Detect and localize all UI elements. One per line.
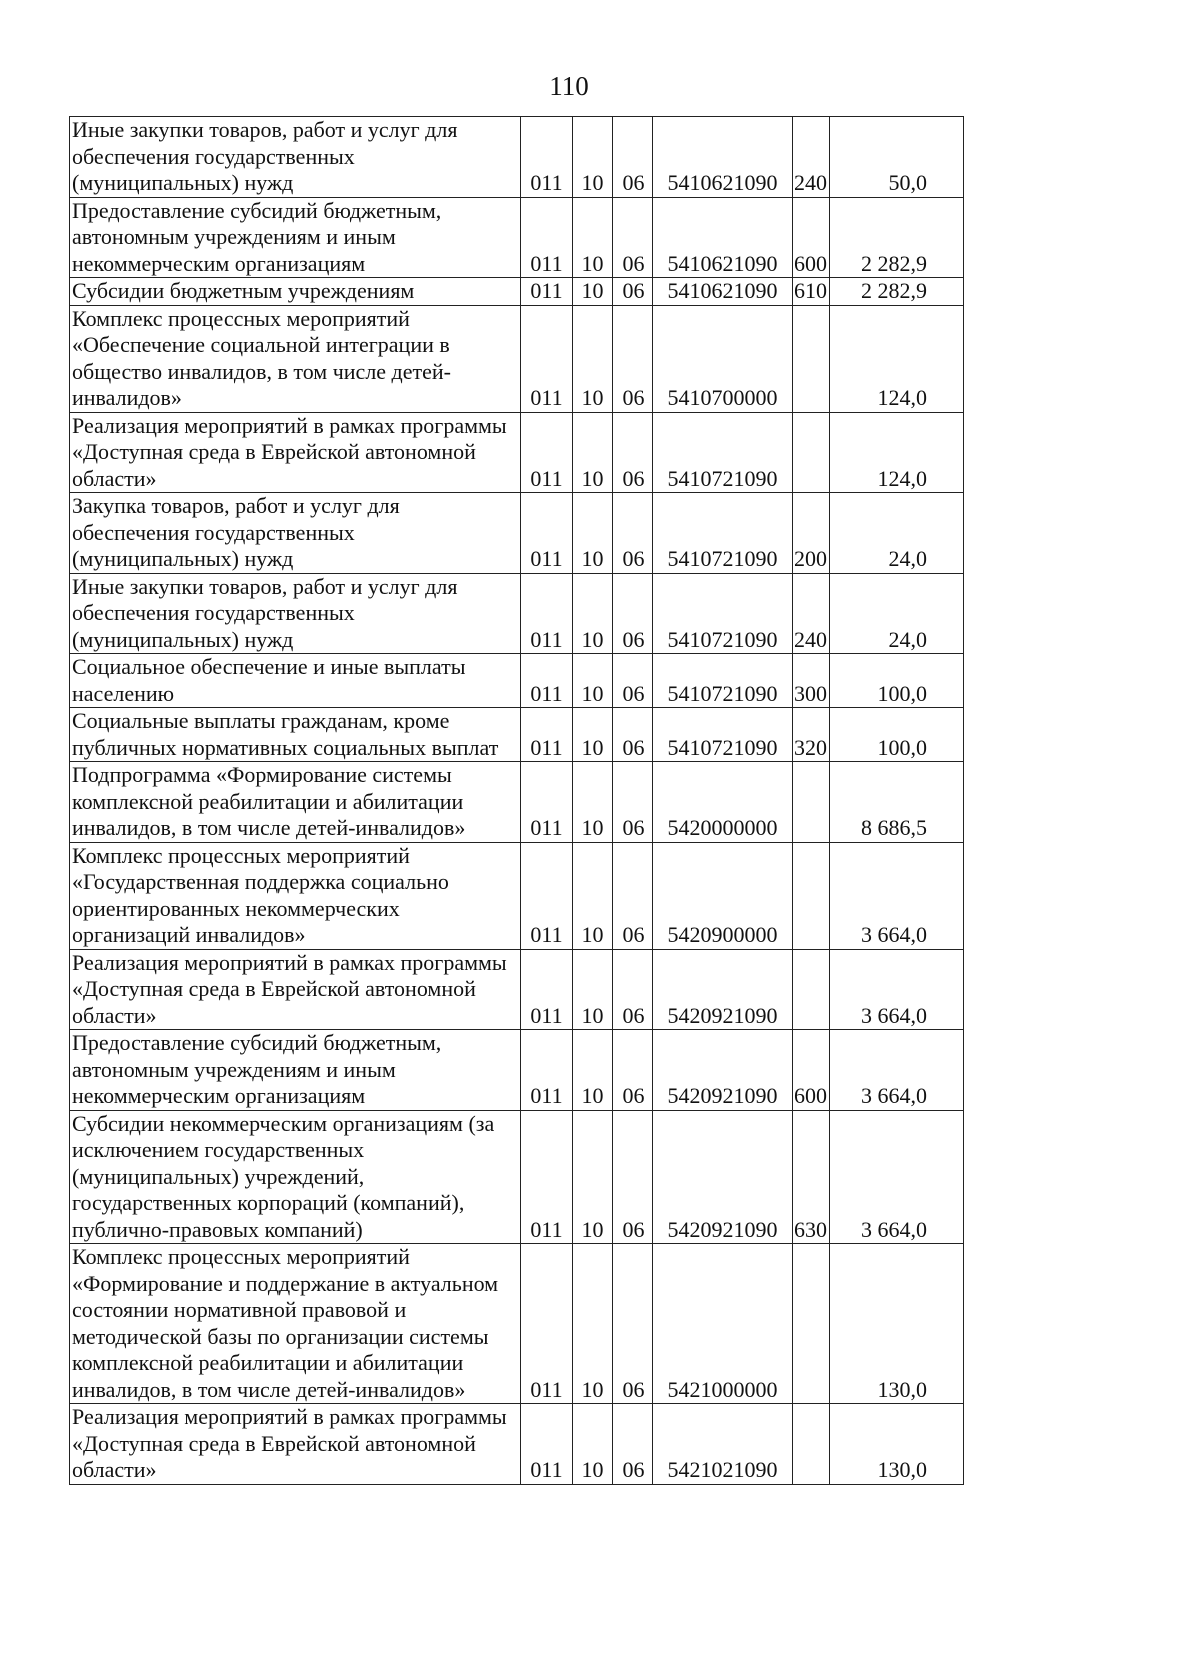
row-name: Предоставление субсидий бюджетным, автономным учреждениям и иным некоммерческим организациям — [70, 1030, 521, 1111]
ministry-code: 011 — [521, 762, 573, 843]
table-row — [70, 278, 964, 306]
table-row — [70, 305, 964, 412]
page-number: 110 — [549, 71, 589, 101]
table-row — [70, 197, 964, 278]
subsection-code: 06 — [613, 493, 653, 574]
subsection-code: 06 — [613, 842, 653, 949]
subsection-code: 06 — [613, 117, 653, 198]
table-row — [70, 708, 964, 762]
ministry-code: 011 — [521, 842, 573, 949]
section-code: 10 — [573, 654, 613, 708]
target-code: 5421021090 — [653, 1404, 793, 1485]
target-code: 5421000000 — [653, 1244, 793, 1404]
section-code: 10 — [573, 1110, 613, 1244]
row-name: Социальное обеспечение и иные выплаты населению — [70, 654, 521, 708]
ministry-code: 011 — [521, 1030, 573, 1111]
row-name: Субсидии некоммерческим организациям (за исключением государственных (муниципальных) учреждений, государственных корпораций (компаний), публично-правовых компаний) — [70, 1110, 521, 1244]
subsection-code: 06 — [613, 1404, 653, 1485]
expense-type-code — [793, 842, 830, 949]
row-name: Реализация мероприятий в рамках программы «Доступная среда в Еврейской автономной области» — [70, 949, 521, 1030]
row-name: Иные закупки товаров, работ и услуг для обеспечения государственных (муниципальных) нужд — [70, 117, 521, 198]
expense-type-code — [793, 1404, 830, 1485]
target-code: 5410721090 — [653, 654, 793, 708]
amount: 124,0 — [830, 305, 964, 412]
target-code: 5410621090 — [653, 197, 793, 278]
row-name: Социальные выплаты гражданам, кроме публичных нормативных социальных выплат — [70, 708, 521, 762]
row-name: Иные закупки товаров, работ и услуг для обеспечения государственных (муниципальных) нужд — [70, 573, 521, 654]
amount: 3 664,0 — [830, 1030, 964, 1111]
target-code: 5410721090 — [653, 573, 793, 654]
section-code: 10 — [573, 117, 613, 198]
target-code: 5410621090 — [653, 278, 793, 306]
expense-type-code: 630 — [793, 1110, 830, 1244]
amount: 3 664,0 — [830, 949, 964, 1030]
subsection-code: 06 — [613, 1110, 653, 1244]
target-code: 5420921090 — [653, 1110, 793, 1244]
table-row — [70, 842, 964, 949]
amount: 24,0 — [830, 493, 964, 574]
expense-type-code: 610 — [793, 278, 830, 306]
expense-type-code: 240 — [793, 573, 830, 654]
target-code: 5410721090 — [653, 493, 793, 574]
row-name: Реализация мероприятий в рамках программы «Доступная среда в Еврейской автономной области» — [70, 412, 521, 493]
subsection-code: 06 — [613, 762, 653, 843]
row-name: Предоставление субсидий бюджетным, автономным учреждениям и иным некоммерческим организациям — [70, 197, 521, 278]
subsection-code: 06 — [613, 305, 653, 412]
amount: 3 664,0 — [830, 842, 964, 949]
ministry-code: 011 — [521, 278, 573, 306]
expense-type-code: 300 — [793, 654, 830, 708]
expense-type-code: 600 — [793, 197, 830, 278]
ministry-code: 011 — [521, 949, 573, 1030]
section-code: 10 — [573, 197, 613, 278]
ministry-code: 011 — [521, 197, 573, 278]
amount: 50,0 — [830, 117, 964, 198]
section-code: 10 — [573, 305, 613, 412]
expense-type-code: 240 — [793, 117, 830, 198]
expense-type-code: 200 — [793, 493, 830, 574]
section-code: 10 — [573, 708, 613, 762]
amount: 8 686,5 — [830, 762, 964, 843]
ministry-code: 011 — [521, 1244, 573, 1404]
ministry-code: 011 — [521, 1110, 573, 1244]
section-code: 10 — [573, 573, 613, 654]
ministry-code: 011 — [521, 654, 573, 708]
row-name: Комплекс процессных мероприятий «Обеспечение социальной интеграции в общество инвалидов, в том числе детей-инвалидов» — [70, 305, 521, 412]
amount: 2 282,9 — [830, 278, 964, 306]
table-row — [70, 1404, 964, 1485]
row-name: Подпрограмма «Формирование системы комплексной реабилитации и абилитации инвалидов, в том числе детей-инвалидов» — [70, 762, 521, 843]
amount: 3 664,0 — [830, 1110, 964, 1244]
target-code: 5420000000 — [653, 762, 793, 843]
subsection-code: 06 — [613, 1030, 653, 1111]
row-name: Реализация мероприятий в рамках программы «Доступная среда в Еврейской автономной области» — [70, 1404, 521, 1485]
budget-table — [69, 116, 964, 1485]
ministry-code: 011 — [521, 1404, 573, 1485]
table-row — [70, 1244, 964, 1404]
subsection-code: 06 — [613, 573, 653, 654]
target-code: 5420921090 — [653, 949, 793, 1030]
amount: 130,0 — [830, 1404, 964, 1485]
table-row — [70, 412, 964, 493]
expense-type-code — [793, 305, 830, 412]
subsection-code: 06 — [613, 949, 653, 1030]
table-row — [70, 573, 964, 654]
ministry-code: 011 — [521, 117, 573, 198]
expense-type-code: 320 — [793, 708, 830, 762]
ministry-code: 011 — [521, 305, 573, 412]
amount: 2 282,9 — [830, 197, 964, 278]
amount: 100,0 — [830, 654, 964, 708]
amount: 124,0 — [830, 412, 964, 493]
target-code: 5410721090 — [653, 708, 793, 762]
subsection-code: 06 — [613, 412, 653, 493]
row-name: Закупка товаров, работ и услуг для обеспечения государственных (муниципальных) нужд — [70, 493, 521, 574]
target-code: 5420921090 — [653, 1030, 793, 1111]
subsection-code: 06 — [613, 708, 653, 762]
subsection-code: 06 — [613, 1244, 653, 1404]
ministry-code: 011 — [521, 708, 573, 762]
expense-type-code — [793, 762, 830, 843]
table-row — [70, 762, 964, 843]
table-row — [70, 654, 964, 708]
ministry-code: 011 — [521, 573, 573, 654]
row-name: Субсидии бюджетным учреждениям — [70, 278, 521, 306]
expense-type-code: 600 — [793, 1030, 830, 1111]
ministry-code: 011 — [521, 412, 573, 493]
expense-type-code — [793, 1244, 830, 1404]
subsection-code: 06 — [613, 654, 653, 708]
section-code: 10 — [573, 842, 613, 949]
table-row — [70, 493, 964, 574]
section-code: 10 — [573, 278, 613, 306]
section-code: 10 — [573, 949, 613, 1030]
ministry-code: 011 — [521, 493, 573, 574]
target-code: 5410721090 — [653, 412, 793, 493]
target-code: 5410700000 — [653, 305, 793, 412]
section-code: 10 — [573, 493, 613, 574]
section-code: 10 — [573, 1404, 613, 1485]
table-row — [70, 1030, 964, 1111]
amount: 100,0 — [830, 708, 964, 762]
subsection-code: 06 — [613, 278, 653, 306]
amount: 24,0 — [830, 573, 964, 654]
section-code: 10 — [573, 1030, 613, 1111]
table-row — [70, 949, 964, 1030]
amount: 130,0 — [830, 1244, 964, 1404]
expense-type-code — [793, 949, 830, 1030]
target-code: 5420900000 — [653, 842, 793, 949]
section-code: 10 — [573, 412, 613, 493]
target-code: 5410621090 — [653, 117, 793, 198]
section-code: 10 — [573, 762, 613, 843]
row-name: Комплекс процессных мероприятий «Государственная поддержка социально ориентированных некоммерческих организаций инвалидов» — [70, 842, 521, 949]
table-row — [70, 1110, 964, 1244]
section-code: 10 — [573, 1244, 613, 1404]
subsection-code: 06 — [613, 197, 653, 278]
table-row — [70, 117, 964, 198]
row-name: Комплекс процессных мероприятий «Формирование и поддержание в актуальном состоянии нормативной правовой и методической базы по организации системы комплексной реабилитации и абилитации инвалидов, в том числе детей-инвалидов» — [70, 1244, 521, 1404]
expense-type-code — [793, 412, 830, 493]
